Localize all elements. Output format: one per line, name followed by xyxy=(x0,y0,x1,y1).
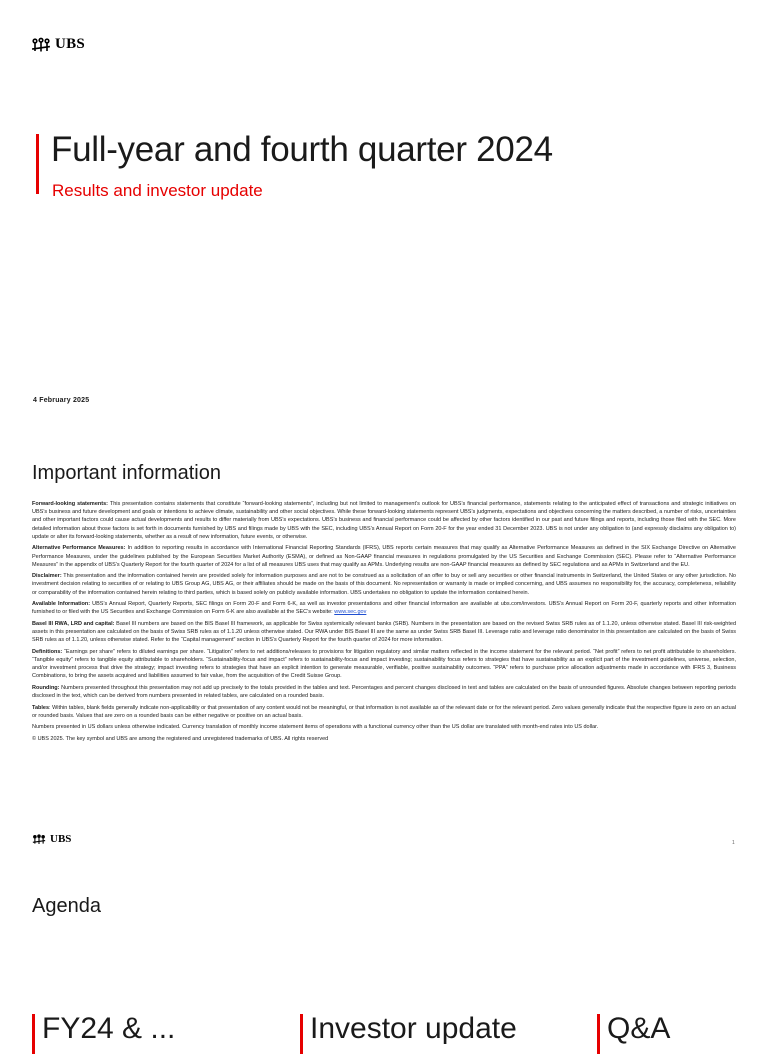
info-paragraph: Alternative Performance Measures: In addition to reporting results in accordance with International Financial Reporting Standards (IFRS), UBS reports certain measures that may qualify as Alternative Performance Measures as defined in the SIX Exchange Directive on Alternative Performance Measures, under the guidelines published by the European Securities Market Authority (ESMA), or defined as Non-GAAP financial measures in regulations promulgated by the US Securities and Exchange Commission (SEC). Please refer to “Alternative Performance Measures” in the appendix of UBS’s Quarterly Report for the fourth quarter of 2024 for a list of all measures UBS uses that may qualify as APMs. Underlying results are non-GAAP financial measures as defined by SEC regulations and as APMs in Switzerland and the EU. xyxy=(32,545,736,568)
title-accent-bar xyxy=(36,134,39,194)
page-title: Full-year and fourth quarter 2024 xyxy=(51,130,553,169)
info-paragraph: Forward-looking statements: This presentation contains statements that constitute “forward-looking statements”, including but not limited to management’s outlook for UBS’s financial performance, statements relating to the anticipated effect of transactions and strategic initiatives on UBS’s business and future development and goals or intentions to achieve climate, sustainability and other social objectives. While these forward-looking statements represent UBS’s judgments, expectations and objectives concerning the matters described, a number of risks, uncertainties and other important factors could cause actual developments and results to differ materially from UBS’s expectations. UBS’s business and financial performance could be affected by other factors identified in our past and future filings and reports, including those filed with the SEC. More detailed information about those factors is set forth in documents furnished by UBS and filings made by UBS with the SEC, including UBS’s Annual Report on Form 20-F for the year ended 31 December 2023. UBS is not under any obligation to (and expressly disclaims any obligation to) update or alter its forward-looking statements, whether as a result of new information, future events, or otherwise. xyxy=(32,501,736,540)
ubs-logo xyxy=(31,36,85,53)
info-paragraph: Disclaimer: This presentation and the information contained herein are provided solely for information purposes and are not to be construed as a solicitation of an offer to buy or sell any securities or other financial instruments in Switzerland, the United States or any other jurisdiction. No investment decision relating to securities of or relating to UBS Group AG, UBS AG, or their affiliates should be made on the basis of this document. No representation or warranty is made or implied concerning, and UBS assumes no responsibility for, the accuracy, completeness, reliability or comparability of the information contained herein relating to third parties, which is based solely on publicly available information. UBS undertakes no obligation to update the information contained herein. xyxy=(32,573,736,596)
keys-icon xyxy=(31,37,51,53)
info-paragraph: Basel III RWA, LRD and capital: Basel III numbers are based on the BIS Basel III framework, as applicable for Swiss systemically relevant banks (SRB). Numbers in the presentation are based on the revised Swiss SRB rules as of 1.1.20, unless otherwise stated. Basel III risk-weighted assets in this presentation are calculated on the basis of Swiss SRB rules as of 1.1.20 unless otherwise stated. Our RWA under BIS Basel III are the same as under Swiss SRB Basel III. Leverage ratio and leverage ratio denominator in this presentation are calculated on the basis of Swiss SRB rules as of 1.1.20, unless otherwise stated. Refer to the “Capital management” section in UBS’s Quarterly Report for the fourth quarter of 2024 for more information. xyxy=(32,620,737,644)
presentation-date: 4 February 2025 xyxy=(33,397,90,404)
agenda-item-label: Q&A xyxy=(607,1012,671,1045)
agenda-heading: Agenda xyxy=(32,895,101,917)
info-paragraph: Numbers presented in US dollars unless otherwise indicated. Currency translation of monthly income statement items of operations with a functional currency other than the US dollar are translated with month-end rates into US dollar. xyxy=(32,724,599,731)
agenda-item-label: FY24 & ... xyxy=(42,1012,176,1045)
agenda-accent-bar xyxy=(32,1014,35,1054)
copyright-notice: © UBS 2025. The key symbol and UBS are among the registered and unregistered trademarks of UBS. All rights reserved xyxy=(32,735,329,742)
info-paragraph: Rounding: Numbers presented throughout this presentation may not add up precisely to the totals provided in the tables and text. Percentages and percent changes disclosed in text and tables are calculated on the basis of unrounded figures. Absolute changes between reporting periods disclosed in the text, which can be derived from numbers presented in related tables, are calculated on a rounded basis. xyxy=(32,684,736,700)
info-paragraph: Tables: Within tables, blank fields generally indicate non-applicability or that presentation of any content would not be meaningful, or that information is not available as of the relevant date or for the relevant period. Zero values generally indicate that the respective figure is zero on an actual or rounded basis. Values that are zero on a rounded basis can be either negative or positive on an actual basis. xyxy=(32,704,736,719)
logo-text: UBS xyxy=(55,36,86,52)
info-paragraph: Available Information: UBS’s Annual Report, Quarterly Reports, SEC filings on Form 20-F and Form 6-K, as well as investor presentations and other financial information are available at ubs.com/investors. UBS’s Annual Report on Form 20-F, quarterly reports and other information furnished to or filed with the US Securities and Exchange Commission on Form 6-K are also available at the SEC’s website: www.sec.gov xyxy=(32,601,736,616)
logo-text: UBS xyxy=(50,833,72,845)
keys-icon xyxy=(32,834,46,845)
page-number: 1 xyxy=(732,840,735,846)
important-information-heading: Important information xyxy=(32,462,221,484)
important-information-body xyxy=(32,500,736,746)
agenda-item-label: Investor update xyxy=(310,1012,517,1045)
ubs-logo-small xyxy=(32,833,71,845)
info-paragraph: Definitions: “Earnings per share” refers to diluted earnings per share. “Litigation” refers to net additions/releases to provisions for litigation regulatory and similar matters reflected in the income statement for the relevant period. “Net profit” refers to net profit attributable to shareholders. “Tangible equity” refers to tangible equity attributable to shareholders. “Sustainability-focus and impact” refers to sustainability-focus and impact investing; sustainability focus refers to strategies that have sustainability as an explicit part of the investment guidelines, universe, selection, and/or investment process that drive the strategy; impact investing refers to strategies that have an explicit intention to generate measurable, verifiable, positive sustainability outcomes. “PPA” refers to purchase price allocation adjustments made in accordance with IFRS 3, Business Combinations, to bring the assets acquired and liabilities assumed to fair value, from the acquisition of the Credit Suisse Group. xyxy=(32,648,736,680)
agenda-accent-bar xyxy=(300,1014,303,1054)
page-subtitle: Results and investor update xyxy=(52,181,263,200)
sec-website-link[interactable]: www.sec.gov xyxy=(334,609,367,616)
agenda-accent-bar xyxy=(597,1014,600,1054)
